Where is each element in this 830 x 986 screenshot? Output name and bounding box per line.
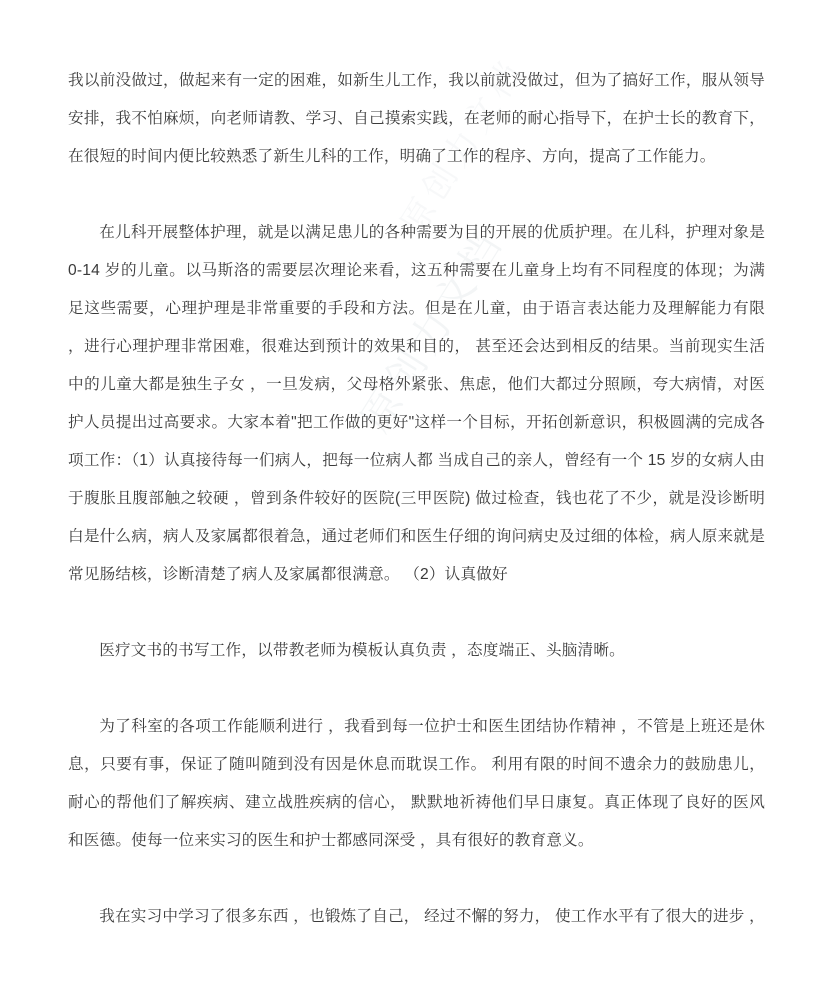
paragraph-4: 为了科室的各项工作能顺利进行 ，我看到每一位护士和医生团结协作精神 ，不管是上班还是休息，只要有事，保证了随叫随到没有因是休息而耽误工作。 利用有限的时间不遗余力的鼓励患儿，耐心的帮他们了解疾病、建立战胜疾病的信心， 默默地祈祷他们早日康复。真正体现了良好的医风和医德。使每一位来实习的医生和护士都感同深受 ，具有很好的教育意义。	[68, 718, 765, 849]
paragraph-2: 在儿科开展整体护理，就是以满足患儿的各种需要为目的开展的优质护理。在儿科，护理对象是 0-14 岁的儿童。以马斯洛的需要层次理论来看，这五种需要在儿童身上均有不同程度的体现；为满足这些需要，心理护理是非常重要的手段和方法。但是在儿童，由于语言表达能力及理解能力有限 ，进行心理护理非常困难，很难达到预计的效果和目的， 甚至还会达到相反的结果。当前现实生活中的儿童大都是独生子女 ，一旦发病，父母格外紧张、焦虑，他们大都过分照顾，夸大病情，对医护人员提出过高要求。大家本着"把工作做的更好"这样一个目标，开拓创新意识，积极圆满的完成各项工作：（1）认真接待每一们病人，把每一位病人都 当成自己的亲人，曾经有一个 15 岁的女病人由于腹胀且腹部触之较硬 ，曾到条件较好的医院(三甲医院) 做过检查，钱也花了不少，就是没诊断明白是什么病，病人及家属都很着急，通过老师们和医生仔细的询问病史及过细的体检，病人原来就是常见肠结核，诊断清楚了病人及家属都很满意。 （2）认真做好	[68, 224, 765, 583]
paragraph-spacer	[68, 670, 765, 708]
watermark-text-primary: 原创力文档	[353, 221, 513, 440]
paragraph-5: 我在实习中学习了很多东西 ，也锻炼了自己， 经过不懈的努力， 使工作水平有了很大的进步 ，	[99, 908, 765, 925]
watermark-text-secondary: 原创力文档	[393, 51, 533, 242]
paragraph-3: 医疗文书的书写工作，以带教老师为模板认真负责 ，态度端正、头脑清晰。	[99, 642, 625, 659]
paragraph-spacer	[68, 176, 765, 214]
paragraph-1: 我以前没做过，做起来有一定的困难，如新生儿工作，我以前就没做过，但为了搞好工作，服从领导安排，我不怕麻烦，向老师请教、学习、自己摸索实践，在老师的耐心指导下，在护士长的教育下，在很短的时间内便比较熟悉了新生儿科的工作，明确了工作的程序、方向，提高了工作能力。	[68, 72, 765, 165]
paragraph-spacer	[68, 860, 765, 898]
paragraph-spacer	[68, 594, 765, 632]
